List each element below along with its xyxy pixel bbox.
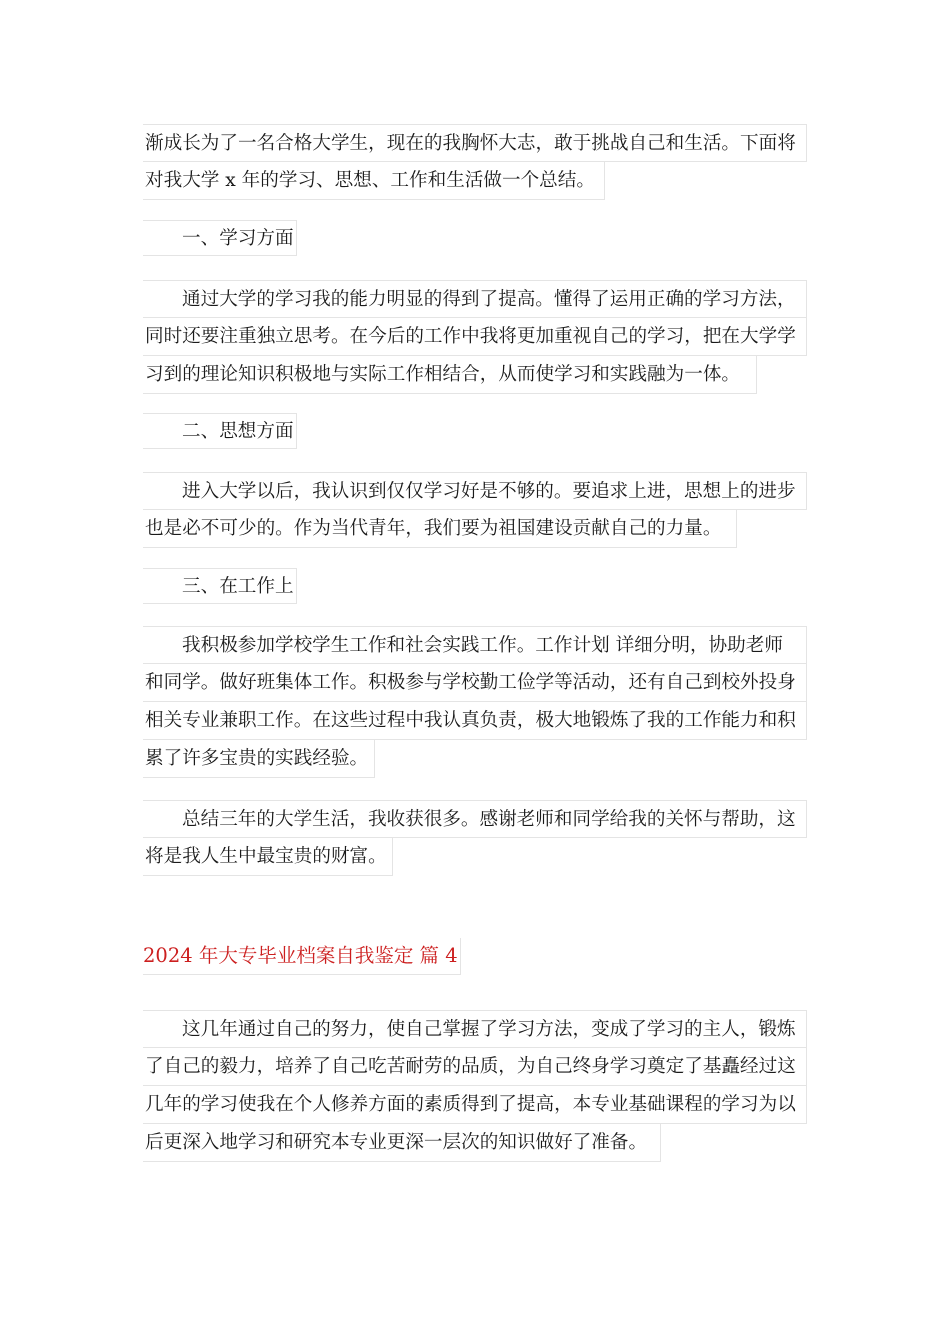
paragraph-line: 进入大学以后，我认识到仅仅学习好是不够的。要追求上进，思想上的进步 <box>143 472 807 510</box>
paragraph-line: 了自己的毅力，培养了自己吃苦耐劳的品质，为自己终身学习奠定了基矗经过这 <box>143 1048 807 1086</box>
heading-text: 三、在工作上 <box>143 568 297 604</box>
paragraph-line: 和同学。做好班集体工作。积极参与学校勤工俭学等活动，还有自己到校外投身 <box>143 664 807 702</box>
summary-paragraph <box>143 800 807 876</box>
intro-paragraph <box>143 124 807 200</box>
paragraph-line: 通过大学的学习我的能力明显的得到了提高。懂得了运用正确的学习方法， <box>143 280 807 318</box>
thought-paragraph <box>143 472 807 548</box>
paragraph-line: 渐成长为了一名合格大学生，现在的我胸怀大志，敢于挑战自己和生活。下面将 <box>143 124 807 162</box>
study-paragraph <box>143 280 807 394</box>
article-title: 2024 年大专毕业档案自我鉴定 篇 4 <box>143 938 461 975</box>
paragraph-line: 后更深入地学习和研究本专业更深一层次的知识做好了准备。 <box>143 1124 661 1162</box>
heading-text: 一、学习方面 <box>143 220 297 256</box>
paragraph-line: 这几年通过自己的努力，使自己掌握了学习方法，变成了学习的主人，锻炼 <box>143 1010 807 1048</box>
paragraph-line: 相关专业兼职工作。在这些过程中我认真负责，极大地锻炼了我的工作能力和积 <box>143 702 807 740</box>
paragraph-line: 总结三年的大学生活，我收获很多。感谢老师和同学给我的关怀与帮助，这 <box>143 800 807 838</box>
section-heading-work <box>143 568 297 604</box>
paragraph-line: 同时还要注重独立思考。在今后的工作中我将更加重视自己的学习，把在大学学 <box>143 318 807 356</box>
article4-paragraph <box>143 1010 807 1162</box>
paragraph-line: 我积极参加学校学生工作和社会实践工作。工作计划 详细分明，协助老师 <box>143 626 807 664</box>
heading-text: 二、思想方面 <box>143 413 297 449</box>
paragraph-line: 对我大学 x 年的学习、思想、工作和生活做一个总结。 <box>143 162 605 200</box>
work-paragraph <box>143 626 807 778</box>
section-heading-study <box>143 220 297 256</box>
paragraph-line: 将是我人生中最宝贵的财富。 <box>143 838 393 876</box>
paragraph-line: 也是必不可少的。作为当代青年，我们要为祖国建设贡献自己的力量。 <box>143 510 737 548</box>
paragraph-line: 习到的理论知识积极地与实际工作相结合，从而使学习和实践融为一体。 <box>143 356 757 394</box>
paragraph-line: 几年的学习使我在个人修养方面的素质得到了提高，本专业基础课程的学习为以 <box>143 1086 807 1124</box>
paragraph-line: 累了许多宝贵的实践经验。 <box>143 740 375 778</box>
section-heading-thought <box>143 413 297 449</box>
